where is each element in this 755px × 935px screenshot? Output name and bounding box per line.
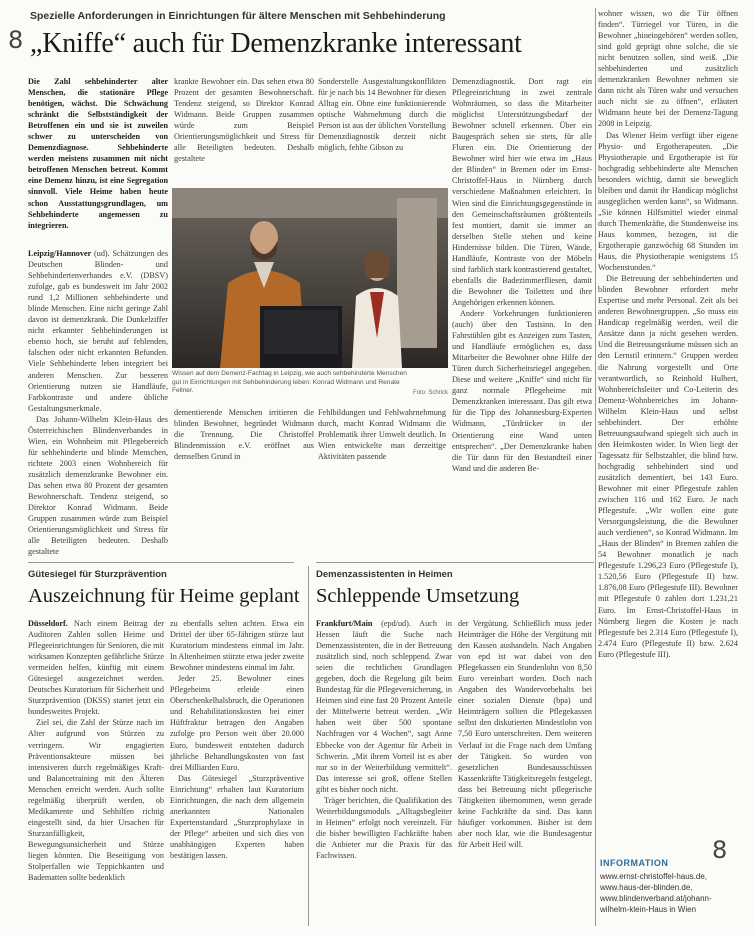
main-col1-text2: Das Johann-Wilhelm Klein-Haus des Österreichischen Blindenverbandes in Wien, ein Wohnheim mit Pflegebereich für sehbehinderte und blinde Menschen, richtete 2003 einen Wohnbereich für zusätzlich demenzkranke Bewohner ein. Das sehen etwa 80 Prozent der gesamten Bewohnerschaft. Tendenz steigend, so Direktor Konrad Widmann. Beide Gruppen zusammen würde zum Beispiel Orientierungsmöglichkeit und Stress für alle Beteiligten bedeuten. Deshalb gestaltete [28,414,168,557]
left-article-col2c-text: Das Gütesiegel „Sturzpräventive Einrichtung“ erhalten laut Kuratorium Einrichtungen, die nach dem allgemein anerkannten Nationalen Expertenstandard „Sturzprophylaxe in der Pflege“ arbeiten und sich dies von unabhängigen Experten haben bestätigen lassen. [170,773,304,860]
main-col1 [28,248,168,558]
main-col1-text: (ud). Schätzungen des Deutschen Blinden- und Sehbehindertenverbandes e.V. (DBSV) zufolge, gab es bundesweit im Jahr 2002 rund 1,2 Millionen sehbehinderte und blinde Menschen. Eine nicht geringe Zahl davon ist demenzkrank. Die Dunkelziffer nicht erkannter Sehbehinderungen ist ebenso hoch, sie beruht auf fehlenden, falschen oder nicht erkannten Befunden. Viele Sehbehinderte leben integriert bei anderen Menschen. Zur besseren Orientierung nutzen sie Handläufe, Farbkontraste und andere übliche Gestaltungsmerkmale. [28,249,168,413]
main-col5-text: wohner wissen, wo die Tür öffnen finden“. Türriegel vor Türen, in die Bewohner „hineingehören“ werden sollen, sind gold geprägt ohne solche, die sie nicht benutzen sollen, sind weiß. „Die sehbehinderten und zusätzlich demenzkranken Bewohner nehmen sie dann nicht als Türen wahr und versuchen auch nicht sie zu öffnen“, erläutert Widmann heute bei der Demenz-Tagung 2008 in Leipzig. [598,9,738,129]
left-article-headline: Auszeichnung für Heime geplant [28,585,300,607]
margin-mark-left: 8 [8,26,24,54]
main-col3-bottom [318,407,446,555]
left-article-col1b-text: Ziel sei, die Zahl der Stürze nach im Alter aufgrund von Stürzen zu verringern. Wir engagierten Präventionsakteure müssen bei intensiveren durch regelmäßiges Kraft- und Balancetraining mit den Älteren Menschen erreicht werden. Auch sollte regelmäßig überprüft werden, ob Medikamente und Sehhilfen richtig eingestellt sind, da hier Ursachen für Sturzanfälligkeit, Bewegungsunsicherheit und Stürze liegen könnten. Die Beseitigung von Stolperfallen wie Teppichkanten und Badematten sollte bedenklich [28,718,164,883]
margin-mark-right: 8 [712,836,728,864]
right-article-col1 [316,618,452,926]
main-col2-bottom [174,407,314,555]
info-link-blindenverband[interactable]: www.blindenverband.at/johann-wilhelm-klein-Haus in Wien [600,894,712,914]
main-col4-text: Demenzdiagnostik. Dort ragt ein Pflegeeinrichtung in zwei zentrale Wohnräumen, so dass die Mitarbeiter möglichst Unterstützungsbedarf der Bewohner schnell erkennen. Über ein Baugespräch sehen sie stets, für alle Fluren ein. Die Orientierung der Bewohner wird hier wie etwa im „Haus der Blinden“ in Bremen oder im Ernst-Christoffel-Haus in Nürnberg durch verschiedene Maßnahmen erleichtert. In Wien sind die Einrichtungsgegenstände in den Gemeinschaftsräumen größtenteils fest montiert, damit sie immer an derselben Stelle stehen und keine Hindernisse bilden. Die Türen, Wände, Handläufe, Kontraste von der Möbeln sind farblich stark kontrastierend gestaltet, ebenfalls die Badezimmerfliesen, damit die Bewohner die Toiletten und ihre Angehörigen erkennen können. [452,77,592,307]
main-col4 [452,76,592,558]
photo-credit: Foto: Schrick [412,390,448,396]
left-article-col1-text: Nach einem Beitrag der Auditoren Zahlen sollen Heime und Pflegeeinrichtungen für Senioren, die mit wirksamen Konzepten gefährliche Stürze vermeiden helfen, künftig mit einem Gütesiegel ausgezeichnet werden. Deutsches Kuratorium für Sicherheit und Sturzprävention (DKSS) startet jetzt ein bundesweites Projekt. [28,619,164,717]
main-col2-bottom-text: dementierende Menschen irritieren die blinden Bewohner, begründet Widmann die Trennung. Die Christoffel Blindenmission e.V. eröffnet aus demselben Grund in [174,408,314,462]
main-headline: „Kniffe“ auch für Demenzkranke interessant [30,28,522,59]
photo-image [172,188,448,368]
right-article-col2-text: der Vergütung. Schließlich muss jeder Heimträger die Höhe der Vergütung mit den Kassen aushandeln. Nach Angaben von epd ist war dabei von den Pflegekassen ein Stundenlohn von 8,50 Euro vereinbart worden. Doch nach Angaben des Wandervorbehalts bei einer sozialen Dienste (bpa) und Heimträgern sollten die Pflegekassen selbst den diskutierten Mindestlohn von 7,50 Euro unterschreiten. Dem weiteren Verlauf ist die Frage nach dem Umfang der Tätigkeit. So wurden von gesetzlichen Bundesausschüssen Kassenkräfte Tätigkeitsregeln festgelegt, dass bei Betreuung nicht pflegerische Tätigkeiten übernommen, wenn gerade keine Fachkräfte da sind. Das kann häufiger vorkommen. Bisher ist dem aber noch klar, wie die Bundesagentur für Arbeit Heil will. [458,619,592,849]
right-article-headline: Schleppende Umsetzung [316,585,520,607]
info-heading: INFORMATION [600,858,669,868]
right-article-col2 [458,618,592,926]
main-col3-top [318,76,446,180]
info-box [600,858,740,930]
main-col5-text2: Das Wiener Heim verfügt über eigene Physio- und Ergotherapeuten. „Die Physiotherapie und Ergotherapie ist für hochgradig sehbehinderte alte Menschen besonders wichtig, damit sie beweglich bleiben und damit ihr Handicap möglichst ausgeglichen werden kann“, so Widmann. „Sie können Hilfsmittel wieder einmal durch Themenkräfte, die Stundenweise ins Haus kommen, bezogen, ist die Ergotherapie ganzwöchig 68 Stunden im Haus, die Physiotherapie wenigstens 15 Wochenstunden.“ [598,130,738,273]
left-article-location: Düsseldorf. [28,619,68,628]
main-col4-text2: Andere Vorkehrungen funktionieren (auch) über den Tastsinn. In den Fahrstühlen gibt es Anzeigen zum Tasten, und Handläufe ermöglichen es, dass Mitarbeiter die Bewohner ohne Hilfe der Türen durch Sicherheitsriegel angegeben. Diese und weitere „Kniffe“ sind nicht für ganz normale Pflegeheime mit Demenzkranken interessant. Das gilt etwa für die Tipp des Johannesburg-Experten Widmann, „Türdrücker in der Orientierung eine Wand unten entsprechen“. „Der Demenzkranke haben die Tür dann für den Bestandteil einer Wand und die anderen Be- [452,308,592,473]
right-article-col1-text: (epd/ud). Auch in Hessen läuft die Suche nach Demenzassistenten, die in der Betreuung zusätzlich sind, noch schleppend. Zwar seien die rechtlichen Grundlagen gegeben, doch die Regelung gilt beim Bundestag für die Pflegeversicherung, in Heimen sind eine fast 20 Prozent Anteile der Mittelwerte betreut werden. „Wir haben weit über 500 spontane Nachfragen vor 4 Wochen“, sagt Anne Ebbecke von der Agentur für Arbeit in Schwerin. „Mit ihrem Vorteil ist es aber nur so in der Weiterbildung vermittelt“. Das interesse sei groß, offene Stellen gibt es bisher noch nicht. [316,619,452,794]
main-col2-top [174,76,314,180]
main-col5-text3: Die Betreuung der sehbehinderten und blinden Bewohner erfordert mehr Expertise und mehr Personal. Zeit als bei anderen Bewohnergruppen. „So muss ein Handicap regelmäßig werden, weil die Ansätze dann ja nicht gesehen werden. Und die Betreuungsräume müssen sich an den Lernstil erinnern.“ Gruppen werden die Nahrung vorgestellt und Orte verantwortlich, so Reinhold Hulbert, Wohnbereichsleiter und Co-Leiterin des Demenz-Wohnbereiches im Johann-Wilhelm Klein-Haus und selbst sehbehindert. Der erhöhte Betreuungsaufwand spiegelt sich auch in den Heimkosten wider. In Wien liegt der Tagessatz für Selbstzahler, die blind bzw. hochgradig sehbehindert sind und zusätzlich dementiert, bei 143 Euro. Bewohner mit einer Pflegestufe zahlen zwischen 116 und 162 Euro. Je nach Pflegestufe. „Wir wollen eine gute Versorgungsleistung, die die Bewohner auch verdienen“, so Konrad Widmann. Im „Haus der Blinden“ in Bremen zahlen die 54 Bewohner monatlich je nach Pflegestufe 1.296,23 Euro (Pflegestufe I), 1.520,56 Euro (Pflegestufe II) bzw. 1.876,08 Euro (Pflegestufe III). Bewohner mit Pflegestufe 0 zahlen dort 1.231,21 Euro. Im Ernst-Christoffel-Haus in Nürnberg liegen die Kosten je nach Pflegestufe bei 2.314 Euro (Pflegestufe I), 2.474 Euro (Pflegestufe II) bzw. 2.624 Euro (Pflegestufe III). [598,274,738,659]
main-photo [172,188,448,368]
main-col2-top-text: krankte Bewohner ein. Das sehen etwa 80 Prozent der gesamten Bewohnerschaft. Tendenz steigend, so Direktor Konrad Widmann. Beide Gruppen zusammen würde zum Beispiel Orientierungsmöglichkeit und Stress für alle Beteiligten bedeuten. Deshalb gestaltete [174,77,314,164]
left-article-kicker: Gütesiegel für Sturzprävention [28,569,167,580]
info-link-haus-der-blinden[interactable]: www.haus-der-blinden.de, [600,883,693,892]
photo-caption: Wissen auf dem Demenz-Fachtag in Leipzig, wie auch sehbehinderte Menschen gut in Einrichtungen mit Sehbehinderung leben: Konrad Widmann und Renate Fellner. [172,370,407,395]
main-lead-text: Die Zahl sehbehinderter alter Menschen, die stationäre Pflege benötigen, wächst. Die Schwächung schränkt die Selbstständigkeit der Betroffenen ein und sie ist zuweilen schwer zu unterscheiden von Demenzdiagnose. Sehbehinderte werden meistens zusammen mit nicht betroffenen Menschen betreut. Kommt eine Demenz hinzu, ist eine Segregation sinnvoll. Viele Heime haben heute schon Ausstattungsgrundlagen, um Sehbehinderte angemessen zu integrieren. [28,77,168,230]
divider-horizontal-right [316,562,594,563]
divider-vertical-center [308,566,309,926]
main-kicker: Spezielle Anforderungen in Einrichtungen für ältere Menschen mit Sehbehinderung [30,10,446,22]
main-lead [28,76,168,236]
info-links [600,871,740,915]
main-col3-top-text: Sonderstelle Ausgestaltungskonflikten für je nach bis 14 Bewohner für diesen Alltag ein. Ohne eine funktionierende optische Wahrnehmung durch die Person ist aus der üblichen Vorstellung Demenzdiagnostik derzeit nicht möglich, fehlte Gibson zu [318,77,446,153]
left-article-col2-text: zu ebenfalls selten achten. Etwa ein Drittel der über 65-Jährigen stürze laut Kuratorium mindestens einmal im Jahr. In Altenheimen stürzte etwa jeder zweite Bewohner mindestens einmal im Jahr. [170,619,304,673]
main-col5 [598,8,738,856]
main-col3-bottom-text: Fehlbildungen und Fehlwahrnehmung durch, macht Konrad Widmann die Problematik ihrer Umwelt deutlich. In Wien entwickelte man derzeitige Aktivitäten passende [318,408,446,462]
left-article-col2b-text: Jeder 25. Bewohner eines Pflegeheims erleide einen Oberschenkelhalsbruch, die Operationen und Rehabilitationskosten bei einer Hüftfraktur betragen den Angaben zufolge pro Person weit über 20.000 Euro, bundesweit entstehen dadurch jährliche Behandlungskosten von fast drei Milliarden Euro. [170,674,304,772]
right-article-col1b-text: Träger berichten, die Qualifikation des Weiterbildungsmoduls „Alltagsbegleiter in Heimen“ erfolgt noch vereinzelt. Für die bisher bewilligten Fachkräfte haben die Anbieter nur die Praxis für das Fachwissen. [316,795,452,860]
right-article-location: Frankfurt/Main [316,619,373,628]
main-col1-location: Leipzig/Hannover [28,249,92,258]
info-link-ernst-christoffel[interactable]: www.ernst-christoffel-haus.de, [600,872,708,881]
divider-vertical-right [595,8,596,926]
divider-horizontal-left [28,562,294,563]
left-article-col2 [170,618,304,926]
right-article-kicker: Demenzassistenten in Heimen [316,569,453,580]
left-article-col1 [28,618,164,926]
